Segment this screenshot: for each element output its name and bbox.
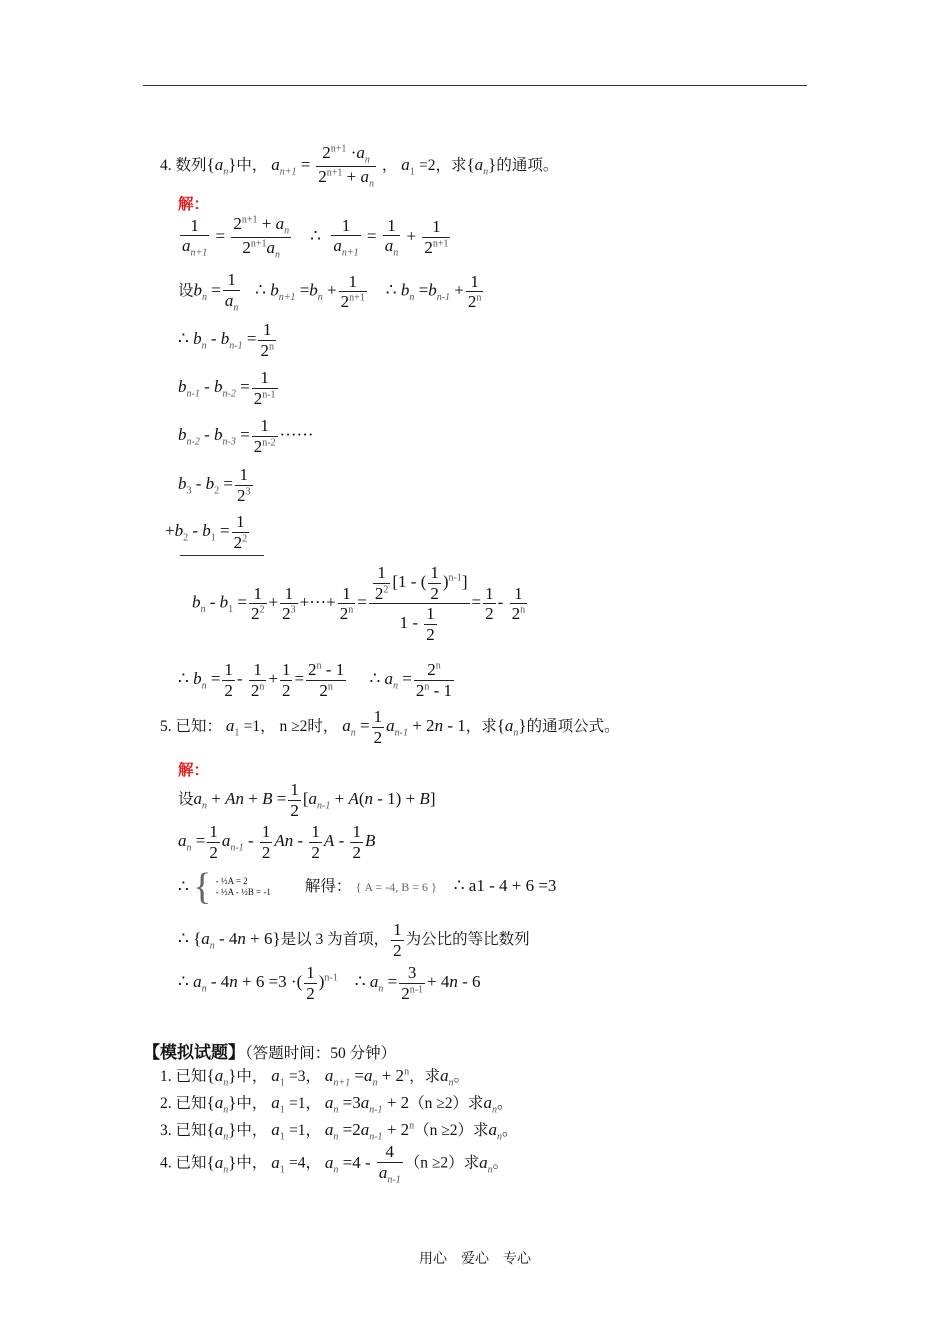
header-rule — [143, 85, 807, 86]
sol5-step4: ∴ $\{a_n - 4n + 6\}$是以 3 为首项， $\frac{1}{2}$ 为公比的等比数列 — [178, 920, 530, 960]
exercise-item-1: 1. 已知$\{a_n\}$中， $a_1 =3$， $a_{n+1} =a_n + 2^n$，求$a_n$。 — [160, 1066, 470, 1089]
solution-label-5: 解： — [178, 762, 210, 779]
sol5-step1: 设$a_n + An + B$ = $\frac{1}{2}$ $[a_{n-1} + A(n - 1) + B]$ — [178, 780, 436, 820]
sol4-diff2: $b_{n-1} - b_{n-2}$ = $\frac{1}{2^{n-1}}$ — [178, 368, 276, 408]
sol4-step2: 设$b_n$ = $\frac{1}{a_n}$ ∴ $b_{n+1} =b_n$ + $\frac{1}{2^{n+1}}$ ∴ $b_n =b_{n-1}$ + $\frac{1}{2^n}$ — [178, 270, 482, 313]
sol5-step2: $a_n$ = $\frac{1}{2}$ $a_{n-1}$ - $\frac{1}{2}$ An - $\frac{1}{2}$ A - $\frac{1}{2}$ B — [178, 822, 376, 862]
problem-4-number: 4. 数列 — [160, 156, 207, 174]
sol4-diff1: ∴ $b_n - b_{n-1}$ = $\frac{1}{2^n}$ — [178, 320, 274, 360]
sol4-diff3: $b_{n-2} - b_{n-3}$ = $\frac{1}{2^{n-2}}$ ······ — [178, 416, 314, 456]
sum-rule — [180, 555, 264, 556]
problem-5: 5. 已知： $a_1 =1$， n ≥2时， $a_n$ = $\frac{1}{2}$ $a_{n-1} + 2n - 1$，求$\{a_n\}$的通项公式。 — [160, 707, 620, 747]
exercise-item-2: 2. 已知$\{a_n\}$中， $a_1 =1$， $a_n =3a_{n-1} + 2(n \ge 2)$求$a_n$。 — [160, 1093, 513, 1116]
sol4-step1: $\frac{1}{a_{n+1}}$ = $\frac{2^{n+1} + a_n}{2^{n+1}a_n}$ ∴ $\frac{1}{a_{n+1}}$ = $\frac{1}{a_n}$ + $\frac{1}{2^{n+1}}$ — [182, 214, 449, 261]
sol4-result: ∴ $b_n$ = $\frac{1}{2}$ - $\frac{1}{2^n}$ + $\frac{1}{2}$ = $\frac{2^n - 1}{2^n}$ ∴ $a_n$ = $\frac{2^n}{2^n - 1}$ — [178, 660, 453, 700]
sol4-diff4: $b_3 - b_2$ = $\frac{1}{2^3}$ — [178, 465, 251, 505]
page-footer: 用心 爱心 专心 — [419, 1252, 531, 1267]
sol4-sum: $b_n - b_1$ = $\frac{1}{2^2}$ + $\frac{1}{2^3}$ +···+ $\frac{1}{2^n}$ = $\frac{1}{2^2}$ [1 - ( $\frac{1}{2}$ )$^{n-1}$] 1 - $\frac{1}{2}$ = $\frac{1}{2}$ - $\frac{1}{2^n}$ — [192, 563, 526, 644]
equation-system: - ½A = 2 - ½A - ½B = -1 — [215, 876, 271, 897]
solution-label-4: 解： — [178, 196, 210, 213]
problem-5-number: 5. 已知： — [160, 717, 223, 735]
sol5-result: ∴ $a_n - 4n + 6 =3$ ·( $\frac{1}{2}$ )$^{n-1}$ ∴ $a_n$ = $\frac{3}{2^{n-1}}$ + 4n - 6 — [178, 963, 481, 1003]
exercise-item-3: 3. 已知$\{a_n\}$中， $a_1 =1$， $a_n =2a_{n-1} + 2^n(n \ge 2)$求$a_n$。 — [160, 1120, 518, 1143]
recurrence-fraction: $\frac{2^{n+1} \cdot a_n}{2^{n+1} + a_n}$ — [318, 143, 374, 190]
exercise-item-4: 4. 已知$\{a_n\}$中， $a_1 =4$， $a_n =4$ - $\frac{4}{a_{n-1}}$ （n ≥2）求$a_n$。 — [160, 1142, 509, 1185]
problem-4: 4. 数列$\{a_n\}$中， $a_{n+1}$ = $\frac{2^{n+1} \cdot a_n}{2^{n+1} + a_n}$ ， $a_1 =2$，求$\{a_n\}$的通项。 — [160, 143, 559, 190]
sol4-diff5: $+b_2 - b_1$ = $\frac{1}{2^2}$ — [165, 512, 248, 552]
exercise-heading: 【模拟试题】（答题时间：50 分钟） — [143, 1043, 397, 1062]
sol5-step3: ∴ { - ½A = 2 - ½A - ½B = -1 解得： { A = -4, B = 6 } ∴ a1 - 4 + 6 =3 — [178, 866, 557, 908]
